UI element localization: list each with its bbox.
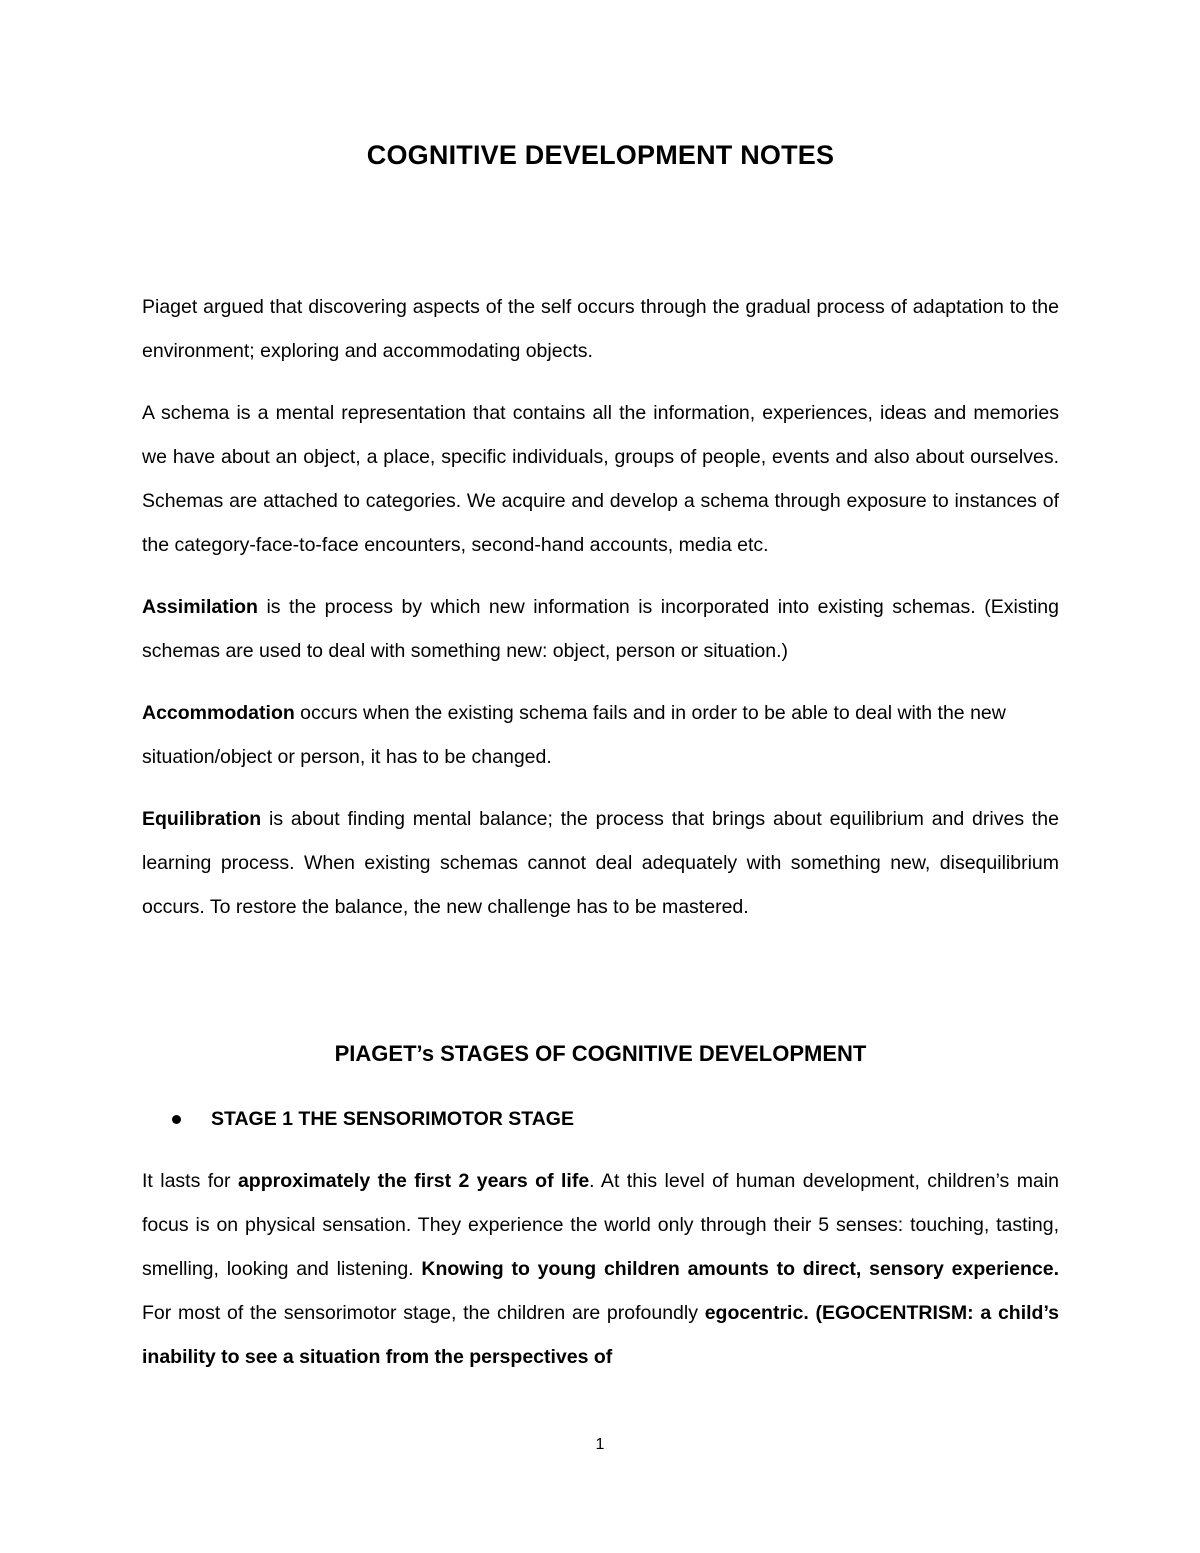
stage1-heading: STAGE 1 THE SENSORIMOTOR STAGE	[211, 1107, 574, 1130]
accommodation-text: occurs when the existing schema fails and in order to be able to deal with the new situation/object or person, it has to be changed.	[142, 702, 1006, 768]
assimilation-text: is the process by which new information is incorporated into existing schemas. (Existing schemas are used to deal with something new: object, person or situation.)	[142, 596, 1059, 662]
equilibration-text: is about finding mental balance; the process that brings about equilibrium and drives the learning process. When existing schemas cannot deal adequately with something new, disequilibrium occurs. To restore the balance, the new challenge has to be mastered.	[142, 808, 1059, 918]
page-number: 1	[595, 1436, 605, 1453]
accommodation-term: Accommodation	[142, 702, 295, 724]
document-content	[142, 140, 1059, 1397]
stage1-bold-3: egocentric. (EGOCENTRISM: a child’s inability to see a situation from the perspectives of	[142, 1302, 1059, 1368]
equilibration-term: Equilibration	[142, 808, 262, 830]
stage1-text-3: For most of the sensorimotor stage, the children are profoundly	[142, 1302, 705, 1324]
stage1-bold-2: Knowing to young children amounts to direct, sensory experience.	[421, 1258, 1059, 1280]
stage1-bold-1: approximately the first 2 years of life	[237, 1170, 590, 1192]
assimilation-term: Assimilation	[142, 596, 258, 618]
bullet-icon	[172, 1115, 181, 1124]
schema-paragraph: A schema is a mental representation that contains all the information, experiences, ideas and memories we have about an object, a place, specific individuals, groups of people, events and also about ourselves. Schemas are attached to categories. We acquire and develop a schema through exposure to instances of the category-face-to-face encounters, second-hand accounts, media etc.	[142, 402, 1059, 556]
accommodation-paragraph	[142, 691, 1059, 779]
stage1-text-1: It lasts for	[142, 1170, 238, 1192]
stage1-text-2: . At this level of human development, children’s main focus is on physical sensation. They experience the world only through their 5 senses: touching, tasting, smelling, looking and listening.	[142, 1170, 1059, 1280]
equilibration-paragraph	[142, 797, 1059, 929]
assimilation-paragraph	[142, 585, 1059, 673]
intro-paragraph: Piaget argued that discovering aspects of the self occurs through the gradual process of adaptation to the environment; exploring and accommodating objects.	[142, 296, 1059, 362]
stage1-paragraph	[142, 1159, 1059, 1379]
stage1-bullet	[172, 1099, 1059, 1139]
stages-heading: PIAGET’s STAGES OF COGNITIVE DEVELOPMENT	[334, 1041, 867, 1066]
page-title: COGNITIVE DEVELOPMENT NOTES	[366, 140, 835, 170]
